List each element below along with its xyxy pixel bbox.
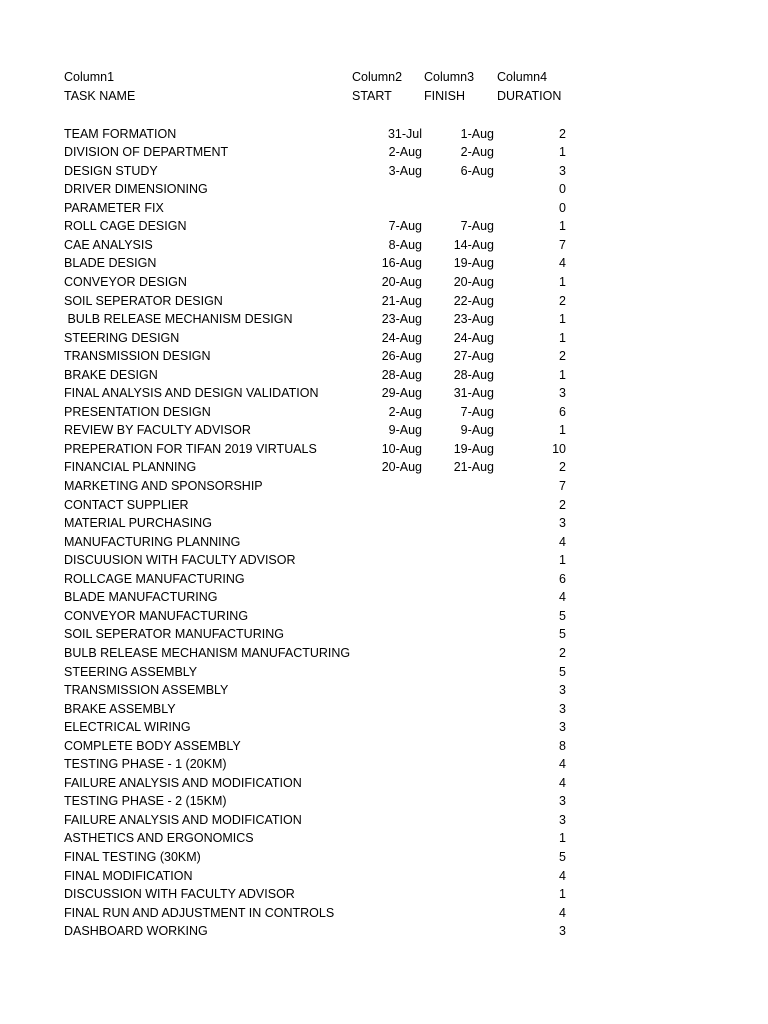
table-row <box>0 366 768 384</box>
start-date-cell: 28-Aug <box>381 367 422 382</box>
task-name-cell: MARKETING AND SPONSORSHIP <box>64 478 263 493</box>
start-date-cell: 8-Aug <box>388 237 422 252</box>
duration-cell: 3 <box>559 386 566 401</box>
duration-cell: 4 <box>559 757 566 772</box>
table-row <box>0 922 768 940</box>
task-name-cell: ROLLCAGE MANUFACTURING <box>64 571 245 586</box>
table-row <box>0 607 768 625</box>
task-name-cell: FINAL TESTING (30KM) <box>64 850 201 864</box>
task-name-cell: DIVISION OF DEPARTMENT <box>64 145 229 160</box>
finish-date-cell: 19-Aug <box>453 256 494 271</box>
start-date-cell: 20-Aug <box>381 274 422 289</box>
start-date-cell: 31-Jul <box>387 126 422 141</box>
duration-cell: 5 <box>559 608 566 623</box>
duration-cell: 2 <box>559 497 566 512</box>
table-row <box>0 329 768 347</box>
start-date-cell: 20-Aug <box>381 460 422 475</box>
task-name-cell: DASHBOARD WORKING <box>64 924 208 939</box>
finish-date-cell: 31-Aug <box>453 386 494 401</box>
table-row <box>0 588 768 606</box>
task-name-cell: PARAMETER FIX <box>64 200 164 215</box>
task-name-cell: PREPERATION FOR TIFAN 2019 VIRTUALS <box>64 441 317 456</box>
table-row <box>0 774 768 792</box>
table-row <box>0 292 768 310</box>
task-name-label: TASK NAME <box>64 89 136 103</box>
table-row <box>0 904 768 922</box>
table-row <box>0 792 768 810</box>
duration-cell: 6 <box>559 571 566 586</box>
table-row <box>0 384 768 402</box>
finish-date-cell: 28-Aug <box>453 367 494 382</box>
task-name-cell: BRAKE DESIGN <box>64 367 158 382</box>
finish-date-cell: 7-Aug <box>460 404 494 419</box>
table-row <box>0 440 768 458</box>
duration-cell: 1 <box>559 330 566 345</box>
task-name-cell: BULB RELEASE MECHANISM DESIGN <box>64 312 293 326</box>
start-date-cell: 9-Aug <box>388 423 422 438</box>
duration-cell: 2 <box>559 460 566 475</box>
task-name-cell: ROLL CAGE DESIGN <box>64 219 187 234</box>
start-date-cell: 16-Aug <box>381 256 422 271</box>
duration-cell: 3 <box>559 812 566 827</box>
start-date-cell: 2-Aug <box>388 145 422 160</box>
duration-cell: 1 <box>559 145 566 160</box>
finish-date-cell: 21-Aug <box>453 460 494 475</box>
start-date-cell: 10-Aug <box>381 441 422 456</box>
duration-cell: 4 <box>559 256 566 271</box>
table-row <box>0 496 768 514</box>
task-name-cell: ELECTRICAL WIRING <box>64 720 191 735</box>
duration-cell: 1 <box>559 831 566 846</box>
task-name-cell: DESIGN STUDY <box>64 163 158 178</box>
finish-date-cell: 20-Aug <box>453 274 494 289</box>
task-name-cell: BLADE MANUFACTURING <box>64 590 218 605</box>
duration-cell: 2 <box>559 645 566 660</box>
task-name-cell: COMPLETE BODY ASSEMBLY <box>64 738 241 753</box>
duration-cell: 2 <box>559 349 566 364</box>
duration-cell: 1 <box>559 274 566 289</box>
table-row <box>0 236 768 254</box>
task-name-cell: TRANSMISSION ASSEMBLY <box>64 683 229 697</box>
start-date-cell: 7-Aug <box>388 219 422 234</box>
table-row <box>0 625 768 643</box>
column4-header: Column4 <box>497 70 548 84</box>
task-name-cell: MATERIAL PURCHASING <box>64 516 212 530</box>
table-row <box>0 681 768 699</box>
task-name-cell: FAILURE ANALYSIS AND MODIFICATION <box>64 775 302 790</box>
duration-cell: 2 <box>559 293 566 308</box>
start-date-cell: 2-Aug <box>388 404 422 419</box>
task-name-cell: DISCUSSION WITH FACULTY ADVISOR <box>64 887 295 902</box>
task-name-cell: STEERING DESIGN <box>64 330 180 345</box>
finish-label: FINISH <box>424 89 465 103</box>
task-name-cell: TEAM FORMATION <box>64 126 177 141</box>
duration-cell: 5 <box>559 664 566 679</box>
duration-cell: 3 <box>559 683 566 697</box>
table-row <box>0 737 768 755</box>
field-label-row <box>0 87 768 105</box>
duration-cell: 3 <box>559 720 566 735</box>
finish-date-cell: 1-Aug <box>460 126 494 141</box>
task-name-cell: DRIVER DIMENSIONING <box>64 182 208 197</box>
table-row <box>0 848 768 866</box>
start-date-cell: 23-Aug <box>381 312 422 326</box>
duration-cell: 1 <box>559 219 566 234</box>
start-date-cell: 29-Aug <box>381 386 422 401</box>
table-row <box>0 421 768 439</box>
finish-date-cell: 27-Aug <box>453 349 494 364</box>
task-name-cell: CAE ANALYSIS <box>64 237 153 252</box>
task-name-cell: FINAL MODIFICATION <box>64 868 193 883</box>
duration-cell: 5 <box>559 627 566 642</box>
task-name-cell: CONVEYOR MANUFACTURING <box>64 608 249 623</box>
task-name-cell: STEERING ASSEMBLY <box>64 664 198 679</box>
column3-header: Column3 <box>424 70 475 84</box>
duration-cell: 4 <box>559 868 566 883</box>
table-row <box>0 829 768 847</box>
task-name-cell: MANUFACTURING PLANNING <box>64 534 241 549</box>
table-row <box>0 700 768 718</box>
task-name-cell: BLADE DESIGN <box>64 256 157 271</box>
finish-date-cell: 19-Aug <box>453 441 494 456</box>
task-name-cell: REVIEW BY FACULTY ADVISOR <box>64 423 251 438</box>
table-row <box>0 551 768 569</box>
column1-header: Column1 <box>64 70 115 84</box>
start-date-cell: 3-Aug <box>388 163 422 178</box>
duration-cell: 3 <box>559 794 566 809</box>
task-name-cell: FINAL ANALYSIS AND DESIGN VALIDATION <box>64 386 319 401</box>
task-name-cell: FINAL RUN AND ADJUSTMENT IN CONTROLS <box>64 905 335 920</box>
table-row <box>0 811 768 829</box>
table-row <box>0 458 768 476</box>
finish-date-cell: 24-Aug <box>453 330 494 345</box>
table-row <box>0 199 768 217</box>
duration-cell: 6 <box>559 404 566 419</box>
table-row <box>0 273 768 291</box>
table-row <box>0 514 768 532</box>
duration-cell: 7 <box>559 478 566 493</box>
table-row <box>0 867 768 885</box>
finish-date-cell: 7-Aug <box>460 219 494 234</box>
duration-cell: 2 <box>559 126 566 141</box>
finish-date-cell: 23-Aug <box>453 312 494 326</box>
table-row <box>0 755 768 773</box>
table-row <box>0 885 768 903</box>
table-row <box>0 254 768 272</box>
start-date-cell: 21-Aug <box>381 293 422 308</box>
task-name-cell: CONTACT SUPPLIER <box>64 497 189 512</box>
duration-cell: 3 <box>559 924 566 939</box>
duration-cell: 1 <box>559 312 566 326</box>
task-name-cell: SOIL SEPERATOR MANUFACTURING <box>64 627 284 642</box>
duration-label: DURATION <box>497 89 562 103</box>
finish-date-cell: 6-Aug <box>460 163 494 178</box>
duration-cell: 8 <box>559 738 566 753</box>
duration-cell: 1 <box>559 887 566 902</box>
duration-cell: 1 <box>559 423 566 438</box>
task-name-cell: PRESENTATION DESIGN <box>64 404 211 419</box>
duration-cell: 4 <box>559 534 566 549</box>
table-row <box>0 125 768 143</box>
task-name-cell: ASTHETICS AND ERGONOMICS <box>64 831 254 846</box>
table-row <box>0 718 768 736</box>
finish-date-cell: 22-Aug <box>453 293 494 308</box>
task-name-cell: BULB RELEASE MECHANISM MANUFACTURING <box>64 645 351 660</box>
column2-header: Column2 <box>352 70 403 84</box>
column-header-row <box>0 68 768 86</box>
duration-cell: 3 <box>559 516 566 530</box>
duration-cell: 0 <box>559 182 566 197</box>
table-row <box>0 347 768 365</box>
duration-cell: 3 <box>559 701 566 716</box>
table-row <box>0 403 768 421</box>
finish-date-cell: 2-Aug <box>460 145 494 160</box>
duration-cell: 3 <box>559 163 566 178</box>
table-row <box>0 477 768 495</box>
duration-cell: 1 <box>559 367 566 382</box>
table-row <box>0 644 768 662</box>
table-row <box>0 570 768 588</box>
start-label: START <box>352 89 392 103</box>
start-date-cell: 26-Aug <box>381 349 422 364</box>
duration-cell: 5 <box>559 850 566 864</box>
task-name-cell: SOIL SEPERATOR DESIGN <box>64 293 223 308</box>
task-name-cell: FAILURE ANALYSIS AND MODIFICATION <box>64 812 302 827</box>
table-row <box>0 663 768 681</box>
duration-cell: 4 <box>559 775 566 790</box>
table-row <box>0 217 768 235</box>
duration-cell: 7 <box>559 237 566 252</box>
duration-cell: 4 <box>559 590 566 605</box>
table-row <box>0 180 768 198</box>
task-name-cell: BRAKE ASSEMBLY <box>64 701 176 716</box>
duration-cell: 4 <box>559 905 566 920</box>
finish-date-cell: 9-Aug <box>460 423 494 438</box>
table-row <box>0 533 768 551</box>
task-name-cell: TESTING PHASE - 2 (15KM) <box>64 794 227 809</box>
table-row <box>0 310 768 328</box>
task-name-cell: FINANCIAL PLANNING <box>64 460 197 475</box>
duration-cell: 0 <box>559 200 566 215</box>
table-row <box>0 143 768 161</box>
task-name-cell: TESTING PHASE - 1 (20KM) <box>64 757 227 772</box>
duration-cell: 10 <box>552 441 566 456</box>
duration-cell: 1 <box>559 553 566 568</box>
task-name-cell: CONVEYOR DESIGN <box>64 274 187 289</box>
start-date-cell: 24-Aug <box>381 330 422 345</box>
finish-date-cell: 14-Aug <box>453 237 494 252</box>
task-name-cell: DISCUUSION WITH FACULTY ADVISOR <box>64 553 296 568</box>
table-row <box>0 162 768 180</box>
task-name-cell: TRANSMISSION DESIGN <box>64 349 211 364</box>
